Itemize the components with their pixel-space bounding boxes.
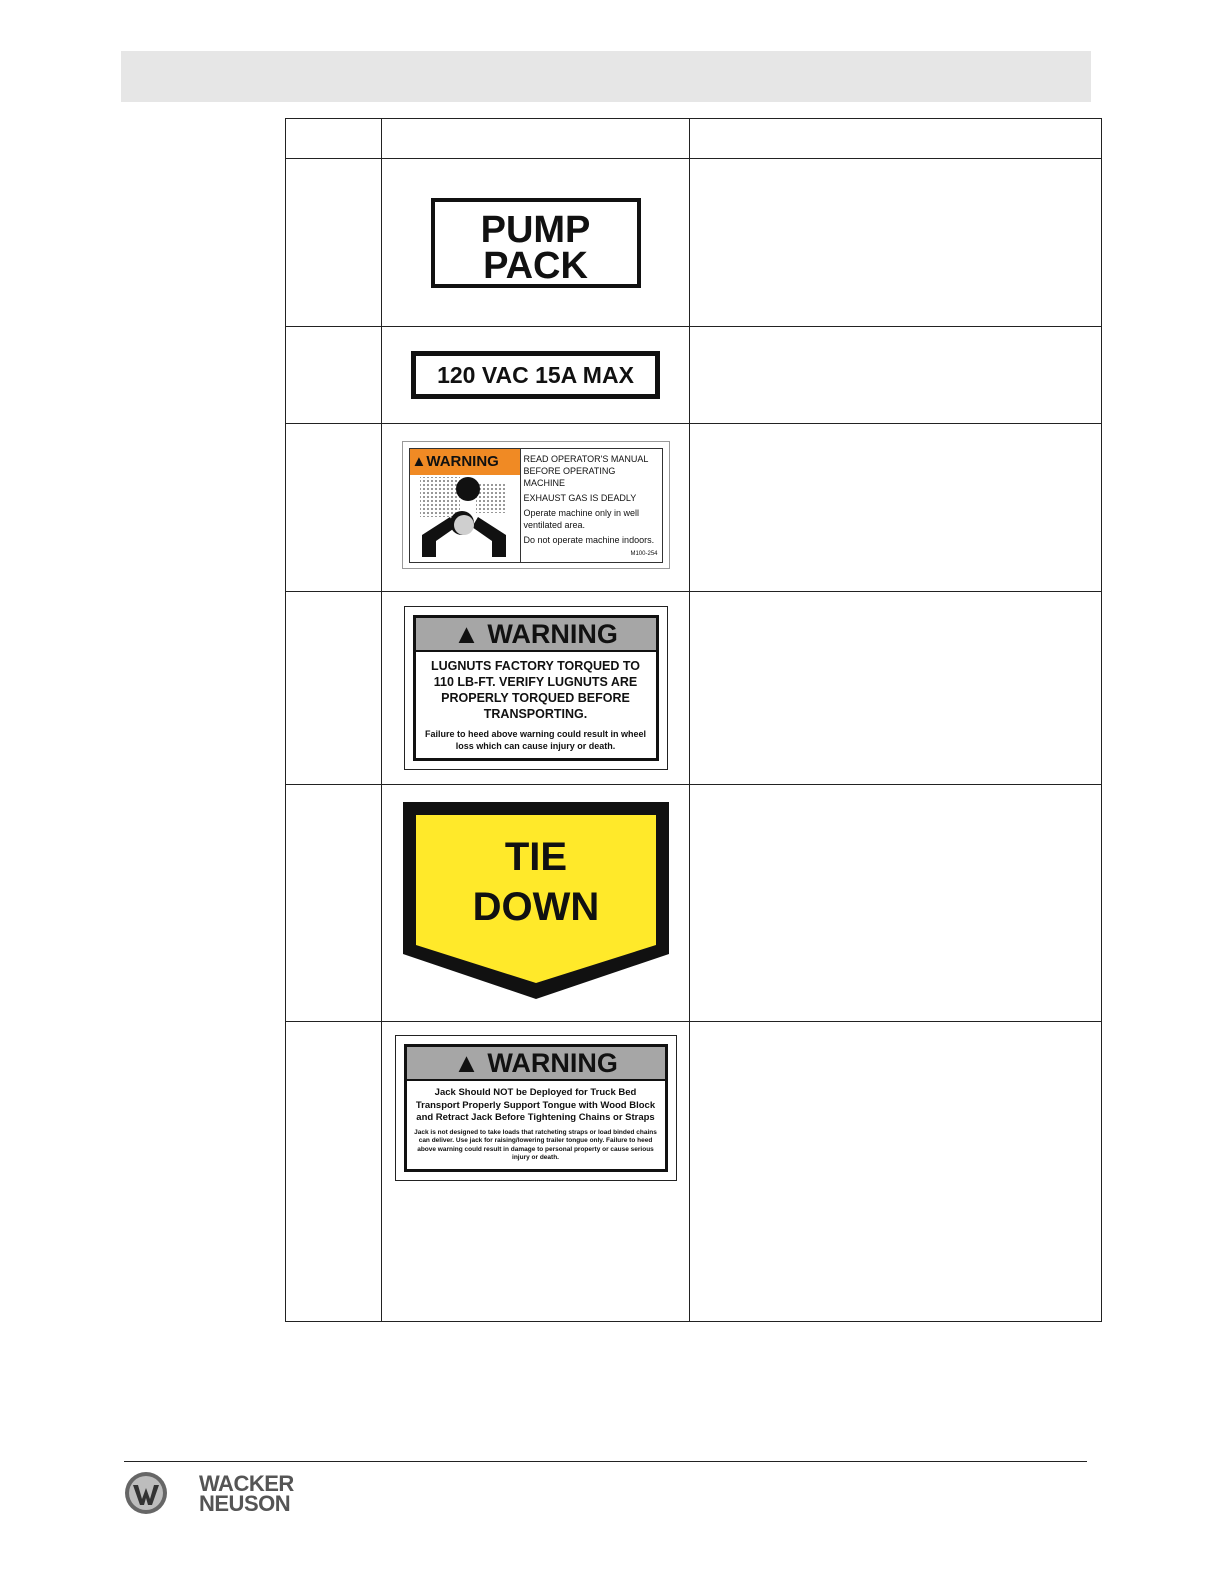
tie-down-line1: TIE [504,835,567,879]
brand-logo-text: WACKER NEUSON [199,1471,294,1516]
table-row [286,785,1102,1022]
warning-triangle-icon: ▲ [411,453,427,470]
lugnut-warning-header: ▲ WARNING [416,618,656,652]
footer-divider [124,1461,1087,1462]
pump-pack-decal: PUMP PACK [431,198,641,288]
table-row [286,424,1102,592]
table-row [286,159,1102,327]
table-header-row [286,119,1102,159]
tie-down-decal [403,802,669,999]
tie-down-line2: DOWN [472,885,599,929]
table-row [286,1022,1102,1322]
header-band [121,51,1091,102]
exhaust-warning-decal [402,441,670,569]
label-table [285,118,1102,1322]
exhaust-warning-header: ▲WARNING [410,449,520,475]
jack-warning-header: ▲ WARNING [407,1047,665,1081]
warning-triangle-icon: ▲ [453,1048,480,1078]
jack-warning-decal: ▲ WARNING Jack Should NOT be Deployed for Truck Bed Transport Properly Support Tongue with Wood Block and Retract Jack Before Tightening Chains or Straps Jack is not designed to take loads that ratcheting straps or load binded chains can deliver. Use jack for raising/lowering trailer tongue only. Failure to heed above warning could result in damage to personal property or cause serious injury or death. [395,1035,677,1181]
exhaust-warning-text: READ OPERATOR'S MANUAL BEFORE OPERATING MACHINE EXHAUST GAS IS DEADLY Operate machine only in well ventilated area. Do not operate machine indoors. M100-254 [521,448,663,563]
exhaust-hazard-icon [410,475,518,561]
vac-decal: 120 VAC 15A MAX [411,351,660,399]
wacker-neuson-logo-icon [124,1471,168,1515]
lugnut-warning-decal: ▲ WARNING LUGNUTS FACTORY TORQUED TO 110 LB-FT. VERIFY LUGNUTS ARE PROPERLY TORQUED BEFORE TRANSPORTING. Failure to heed above warning could result in wheel loss which can cause injury or death. [404,606,668,770]
table-row [286,592,1102,785]
table-row [286,327,1102,424]
warning-triangle-icon: ▲ [453,619,480,649]
